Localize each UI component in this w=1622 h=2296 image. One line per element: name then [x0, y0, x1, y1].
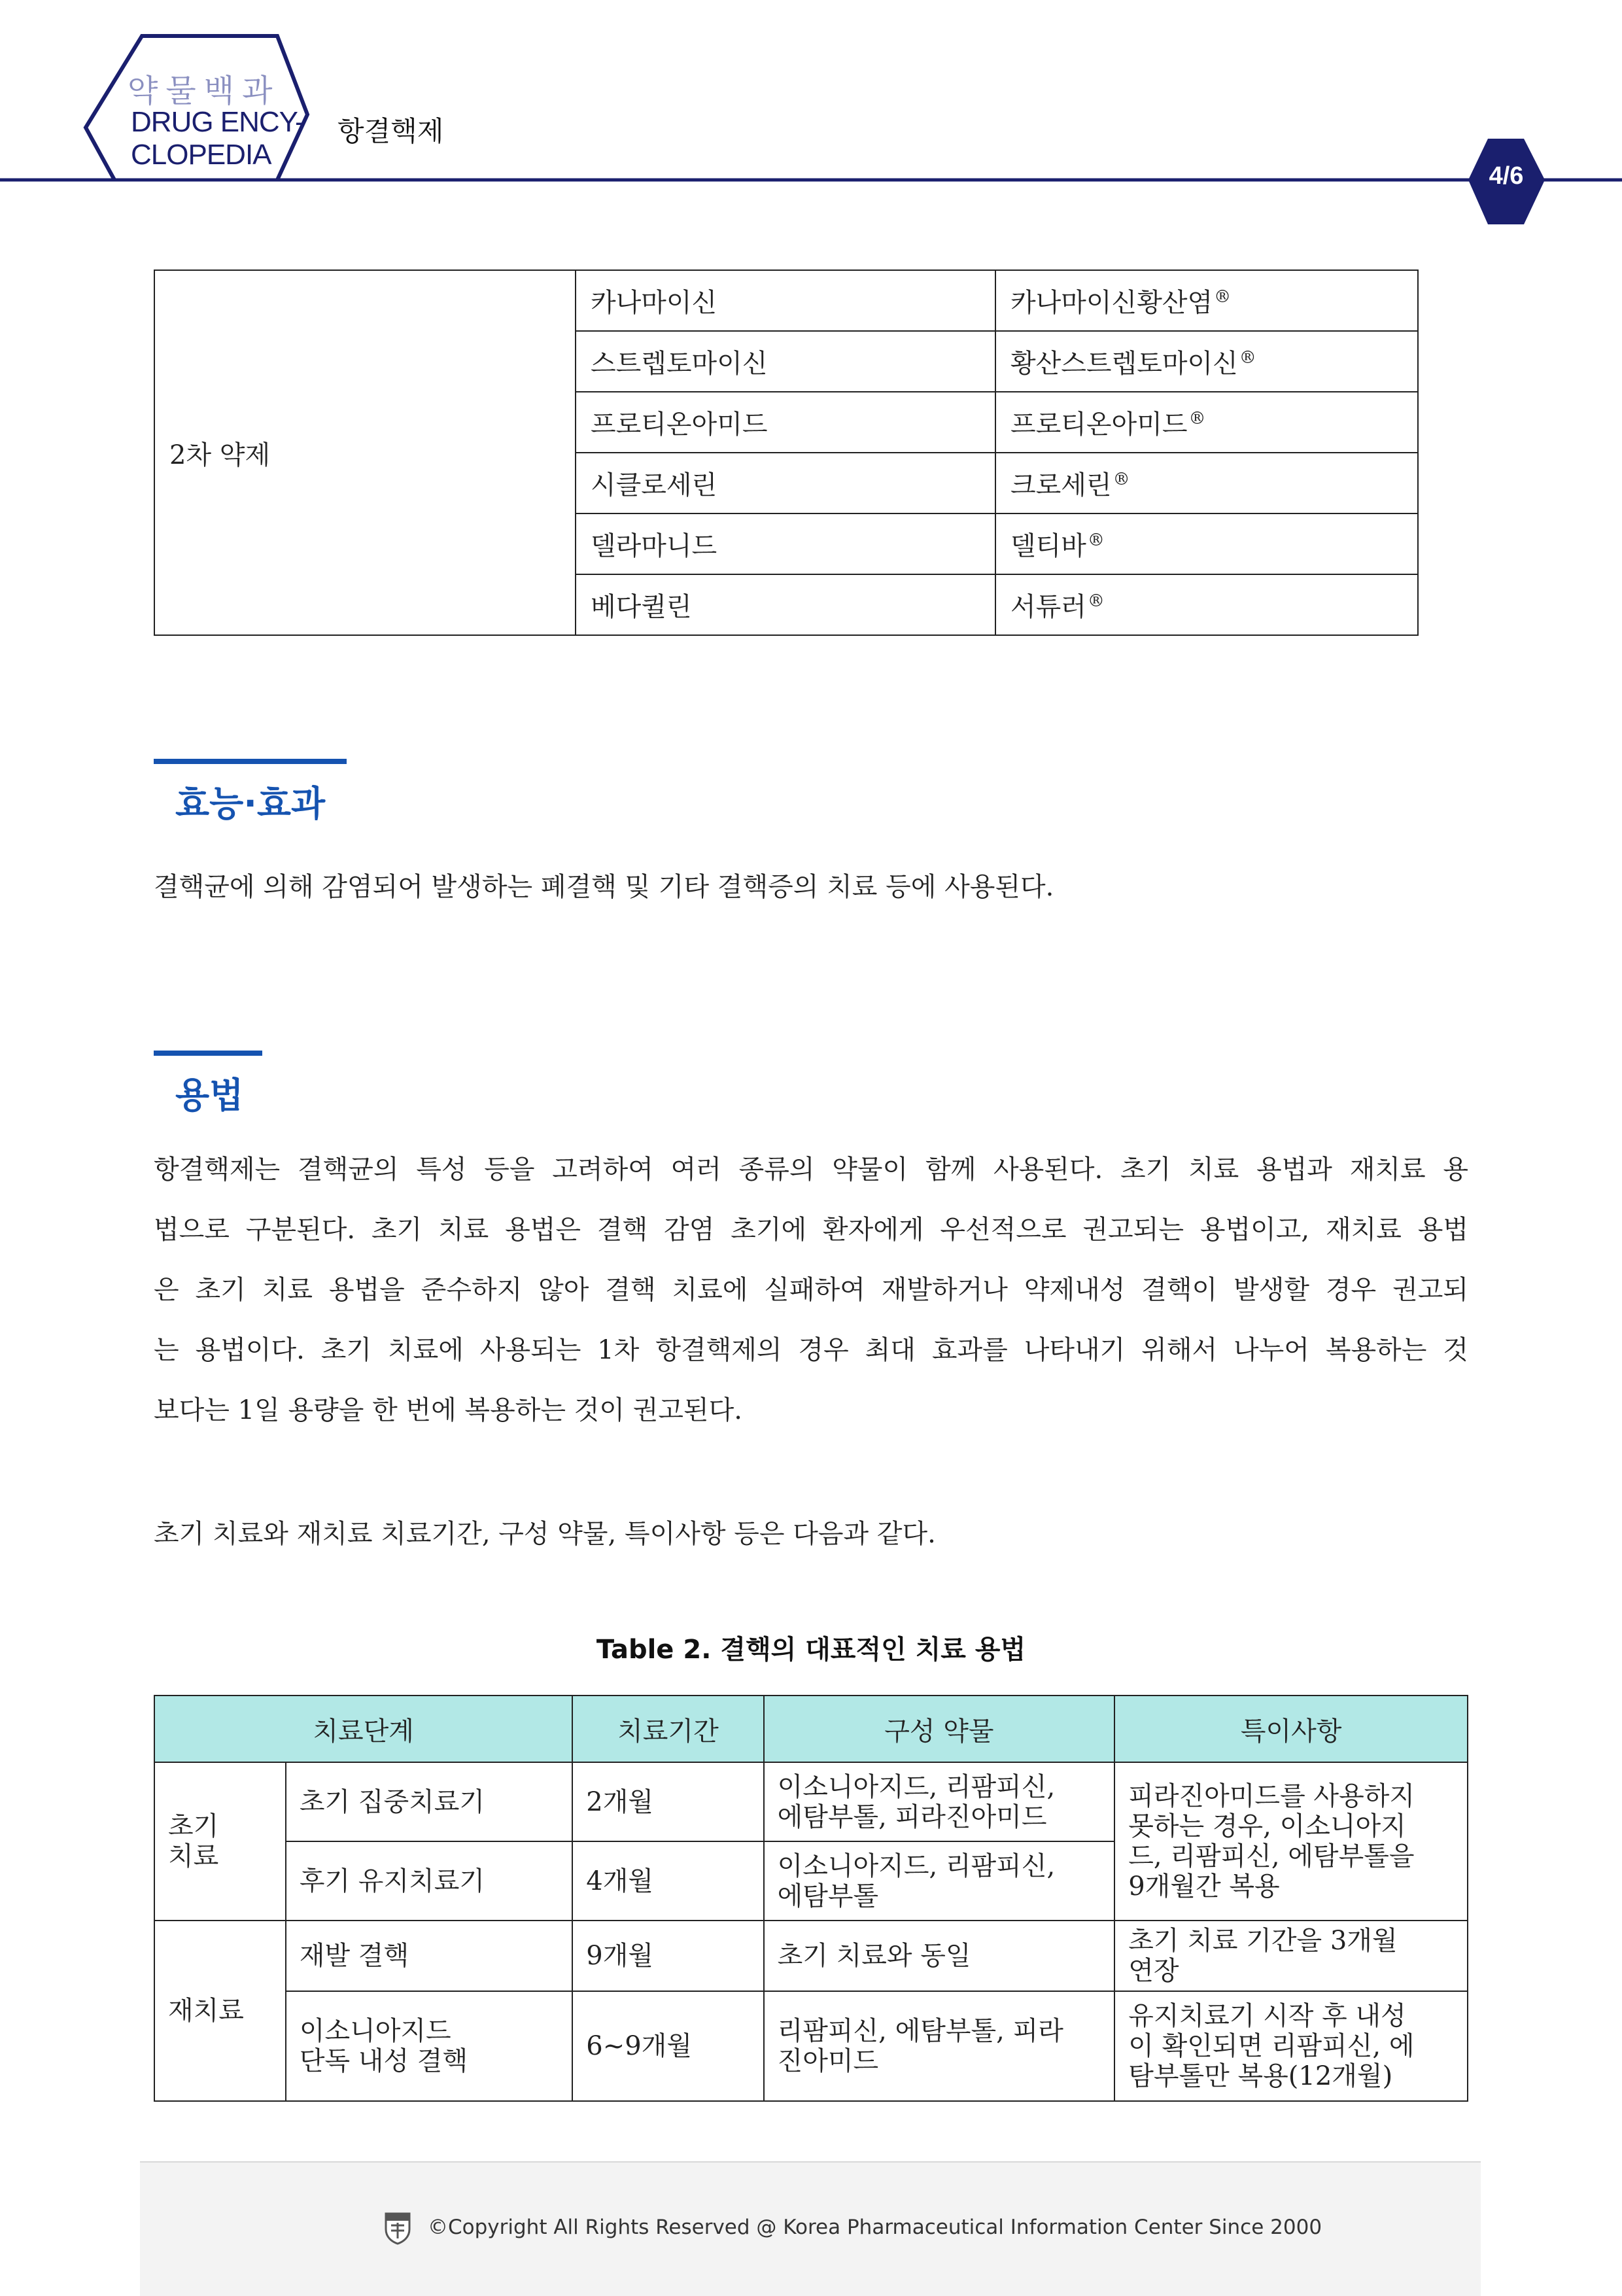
secondary-drugs-table	[154, 270, 1419, 636]
logo-korean: 약물백과	[128, 73, 281, 109]
footer-copyright: ©Copyright All Rights Reserved @ Korea Pharmaceutical Information Center Since 2000	[428, 2216, 1322, 2239]
duration-cell: 4개월	[572, 1841, 763, 1921]
dosage-line: 보다는 1일 용량을 한 번에 복용하는 것이 권고된다.	[154, 1395, 742, 1425]
notes-cell: 피라진아미드를 사용하지 못하는 경우, 이소니아지 드, 리팜피신, 에탐부톨을 9개월간 복용	[1114, 1762, 1468, 1921]
duration-cell: 6~9개월	[572, 1991, 763, 2101]
table-row	[154, 270, 1418, 331]
registered-mark: ®	[1214, 287, 1232, 307]
drugs-cell: 이소니아지드, 리팜피신, 에탐부톨, 피라진아미드	[764, 1762, 1115, 1841]
brand-name: 프로티온아미드	[1010, 409, 1188, 440]
table-row	[154, 1991, 1468, 2101]
page-number: 4/6	[1489, 162, 1524, 190]
drugs-cell: 이소니아지드, 리팜피신, 에탐부톨	[764, 1841, 1115, 1921]
document-title: 항결핵제	[337, 115, 444, 147]
dosage-summary: 초기 치료와 재치료 치료기간, 구성 약물, 특이사항 등은 다음과 같다.	[154, 1519, 936, 1549]
registered-mark: ®	[1239, 348, 1256, 368]
brand-name: 서튜러	[1010, 592, 1086, 622]
brand-name: 크로세린	[1010, 470, 1112, 500]
brand-name: 황산스트렙토마이신	[1010, 349, 1238, 379]
phase-cell: 초기 집중치료기	[286, 1762, 572, 1841]
logo-english-line2: CLOPEDIA	[131, 139, 271, 171]
dosage-line: 은 초기 치료 용법을 준수하지 않아 결핵 치료에 실패하여 재발하거나 약제내성 결핵이 발생할 경우 권고되	[154, 1275, 1468, 1305]
phase-cell: 이소니아지드 단독 내성 결핵	[286, 1991, 572, 2101]
efficacy-heading-bar	[154, 759, 347, 764]
drugs-cell: 초기 치료와 동일	[764, 1921, 1115, 1991]
regimen-table	[154, 1695, 1468, 2102]
dosage-line: 는 용법이다. 초기 치료에 사용되는 1차 항결핵제의 경우 최대 효과를 나타내기 위해서 나누어 복용하는 것	[154, 1335, 1468, 1365]
phase-cell: 재발 결핵	[286, 1921, 572, 1991]
notes-cell: 유지치료기 시작 후 내성 이 확인되면 리팜피신, 에 탐부톨만 복용(12개월)	[1114, 1991, 1468, 2101]
registered-mark: ®	[1188, 409, 1206, 428]
duration-cell: 9개월	[572, 1921, 763, 1991]
header-drugs: 구성 약물	[764, 1696, 1115, 1762]
dosage-line: 법으로 구분된다. 초기 치료 용법은 결핵 감염 초기에 환자에게 우선적으로 권고되는 용법이고, 재치료 용법	[154, 1215, 1468, 1245]
header-notes: 특이사항	[1114, 1696, 1468, 1762]
registered-mark: ®	[1087, 531, 1105, 550]
category-cell: 2차 약제	[154, 270, 576, 635]
table-caption: Table 2. 결핵의 대표적인 치료 용법	[596, 1635, 1026, 1665]
dosage-line: 항결핵제는 결핵균의 특성 등을 고려하여 여러 종류의 약물이 함께 사용된다. 초기 치료 용법과 재치료 용	[154, 1155, 1468, 1185]
dosage-paragraph	[154, 1139, 1468, 1440]
table-row	[154, 1762, 1468, 1841]
generic-name-cell: 베다퀼린	[576, 574, 995, 635]
dosage-heading-bar	[154, 1051, 262, 1056]
generic-name-cell: 시클로세린	[576, 453, 995, 513]
brand-name-cell	[995, 574, 1418, 635]
notes-cell: 초기 치료 기간을 3개월 연장	[1114, 1921, 1468, 1991]
brand-name-cell	[995, 331, 1418, 392]
phase-cell: 후기 유지치료기	[286, 1841, 572, 1921]
dosage-heading: 용법	[175, 1075, 244, 1116]
generic-name-cell: 스트렙토마이신	[576, 331, 995, 392]
logo-english-line1: DRUG ENCY-	[131, 106, 304, 138]
generic-name-cell: 프로티온아미드	[576, 392, 995, 453]
shield-emblem-icon	[382, 2211, 413, 2245]
drugs-cell: 리팜피신, 에탐부톨, 피라 진아미드	[764, 1991, 1115, 2101]
stage-cell: 재치료	[154, 1921, 286, 2101]
efficacy-heading: 효능·효과	[175, 783, 326, 824]
generic-name-cell: 델라마니드	[576, 513, 995, 574]
stage-cell: 초기 치료	[154, 1762, 286, 1921]
brand-name-cell	[995, 270, 1418, 331]
table-row	[154, 1921, 1468, 1991]
registered-mark: ®	[1113, 470, 1130, 489]
brand-name-cell	[995, 392, 1418, 453]
generic-name-cell: 카나마이신	[576, 270, 995, 331]
registered-mark: ®	[1087, 591, 1105, 611]
table-header-row	[154, 1696, 1468, 1762]
header-duration: 치료기간	[572, 1696, 763, 1762]
brand-name-cell	[995, 513, 1418, 574]
brand-name: 카나마이신황산염	[1010, 288, 1213, 318]
brand-name-cell	[995, 453, 1418, 513]
header-stage: 치료단계	[154, 1696, 572, 1762]
duration-cell: 2개월	[572, 1762, 763, 1841]
efficacy-text: 결핵균에 의해 감염되어 발생하는 폐결핵 및 기타 결핵증의 치료 등에 사용된다.	[154, 872, 1054, 902]
brand-name: 델티바	[1010, 531, 1086, 561]
